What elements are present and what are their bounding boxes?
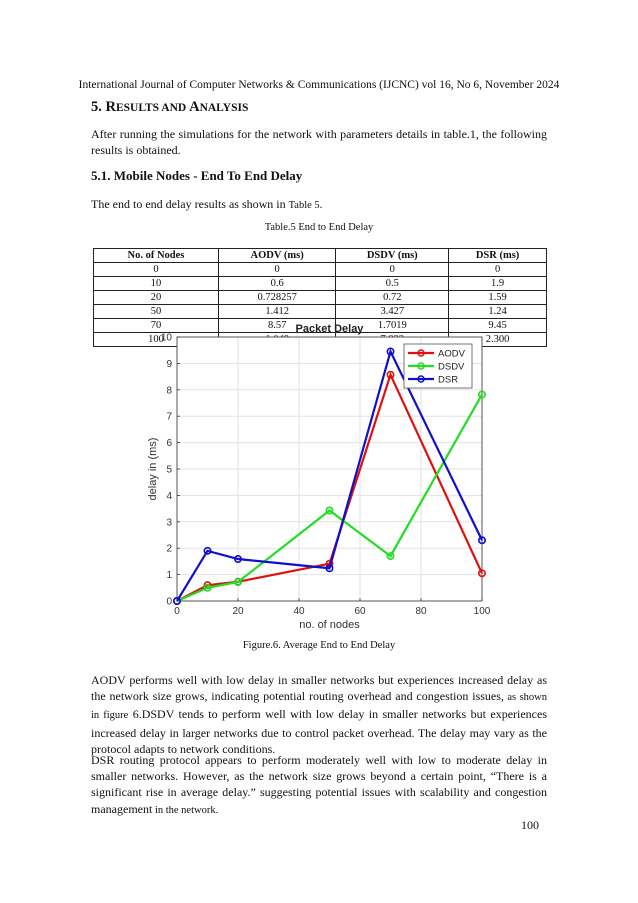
table-cell: 20	[94, 291, 219, 305]
section-title-initial-r: R	[105, 99, 116, 115]
section-title-part-2: NALYSIS	[199, 102, 249, 114]
table-cell: 9.45	[449, 319, 547, 333]
table-cell: 0	[94, 263, 219, 277]
intro-paragraph: After running the simulations for the network with parameters details in table.1, the following results is obtained.	[91, 127, 547, 158]
y-tick-label: 3	[166, 517, 172, 529]
table-row	[94, 305, 547, 319]
table-cell: 0	[449, 263, 547, 277]
table-cell: 0.6	[218, 277, 335, 291]
x-axis-label: no. of nodes	[299, 619, 360, 630]
section-number: 5.	[91, 99, 102, 115]
x-tick-label: 0	[174, 606, 180, 617]
table-header-cell: DSDV (ms)	[336, 249, 449, 263]
table-cell: 0	[218, 263, 335, 277]
table-cell: 1.412	[218, 305, 335, 319]
y-tick-label: 9	[166, 358, 172, 370]
table-cell: 1.9	[449, 277, 547, 291]
y-tick-label: 4	[166, 490, 172, 502]
table-cell: 70	[94, 319, 219, 333]
section-title-part-1: ESULTS AND	[115, 102, 190, 114]
y-tick-label: 10	[160, 332, 172, 344]
table-cell: 10	[94, 277, 219, 291]
analysis-paragraph-2	[91, 752, 547, 819]
table-cell: 100	[94, 333, 219, 347]
y-axis-label: delay in (ms)	[147, 437, 159, 501]
subsection-heading: 5.1. Mobile Nodes - End To End Delay	[91, 168, 303, 183]
packet-delay-chart	[140, 320, 510, 630]
table-cell: 1.59	[449, 291, 547, 305]
table-cell: 0.5	[336, 277, 449, 291]
x-tick-label: 40	[293, 606, 305, 617]
table-header-row	[94, 249, 547, 263]
page-number: 100	[521, 818, 539, 832]
table-cell: 50	[94, 305, 219, 319]
y-tick-label: 8	[166, 385, 172, 397]
analysis-paragraph-1	[91, 672, 547, 757]
table-header-cell: DSR (ms)	[449, 249, 547, 263]
table-row	[94, 263, 547, 277]
section-title-initial-a: A	[189, 99, 200, 115]
table-cell: 0.728257	[218, 291, 335, 305]
table-cell: 3.427	[336, 305, 449, 319]
y-tick-label: 5	[166, 464, 172, 476]
y-tick-label: 6	[166, 438, 172, 450]
table-cell: 1.7019	[336, 319, 449, 333]
legend-label-dsdv: DSDV	[438, 361, 465, 373]
x-tick-label: 20	[232, 606, 244, 617]
table-intro-paragraph	[91, 196, 547, 214]
section-heading	[91, 99, 248, 116]
table-cell: 1.24	[449, 305, 547, 319]
table-row	[94, 277, 547, 291]
table-row	[94, 291, 547, 305]
figure-caption: Figure.6. Average End to End Delay	[242, 640, 396, 651]
paragraph-1-continued: 6.DSDV tends to perform well with low delay in smaller networks but experiences increased delay in larger networks due to control packet overhead. The delay may vary as the protocol adapts to network conditions.	[91, 707, 547, 756]
y-tick-label: 7	[166, 411, 172, 423]
x-tick-label: 60	[354, 606, 366, 617]
table-cell: 2.300	[449, 333, 547, 347]
paragraph-2-tail: in the network.	[152, 804, 219, 816]
journal-header: International Journal of Computer Networks & Communications (IJCNC) vol 16, No 6, November 2024	[78, 79, 560, 91]
paragraph-1-figure-ref: as shown in figure	[91, 692, 547, 722]
table-intro-text: The end to end delay results as shown in	[91, 197, 289, 211]
table-header-cell: AODV (ms)	[218, 249, 335, 263]
table-cell: 0	[336, 263, 449, 277]
table-caption: Table.5 End to End Delay	[264, 222, 374, 233]
legend-label-aodv: AODV	[438, 348, 465, 360]
table-reference: Table 5.	[288, 200, 323, 211]
table-cell: 8.57	[218, 319, 335, 333]
table-header-cell: No. of Nodes	[94, 249, 219, 263]
x-tick-label: 100	[473, 606, 491, 617]
paragraph-1-text: AODV performs well with low delay in smaller networks but experiences increased delay as the network size grows, indicating potential routing overhead and congestion issues,	[91, 673, 547, 704]
y-tick-label: 1	[166, 570, 172, 582]
y-tick-label: 0	[166, 596, 172, 608]
x-tick-label: 80	[415, 606, 427, 617]
paragraph-2-text: DSR routing protocol appears to perform moderately well with low to moderate delay in smaller networks. However, as the network size grows beyond a certain point, “There is a significant rise in average delay.” suggesting potential issues with scalability and congestion management	[91, 753, 547, 816]
chart-title: Packet Delay	[295, 323, 364, 335]
legend-label-dsr: DSR	[438, 374, 459, 386]
table-cell: 0.72	[336, 291, 449, 305]
y-tick-label: 2	[166, 543, 172, 555]
